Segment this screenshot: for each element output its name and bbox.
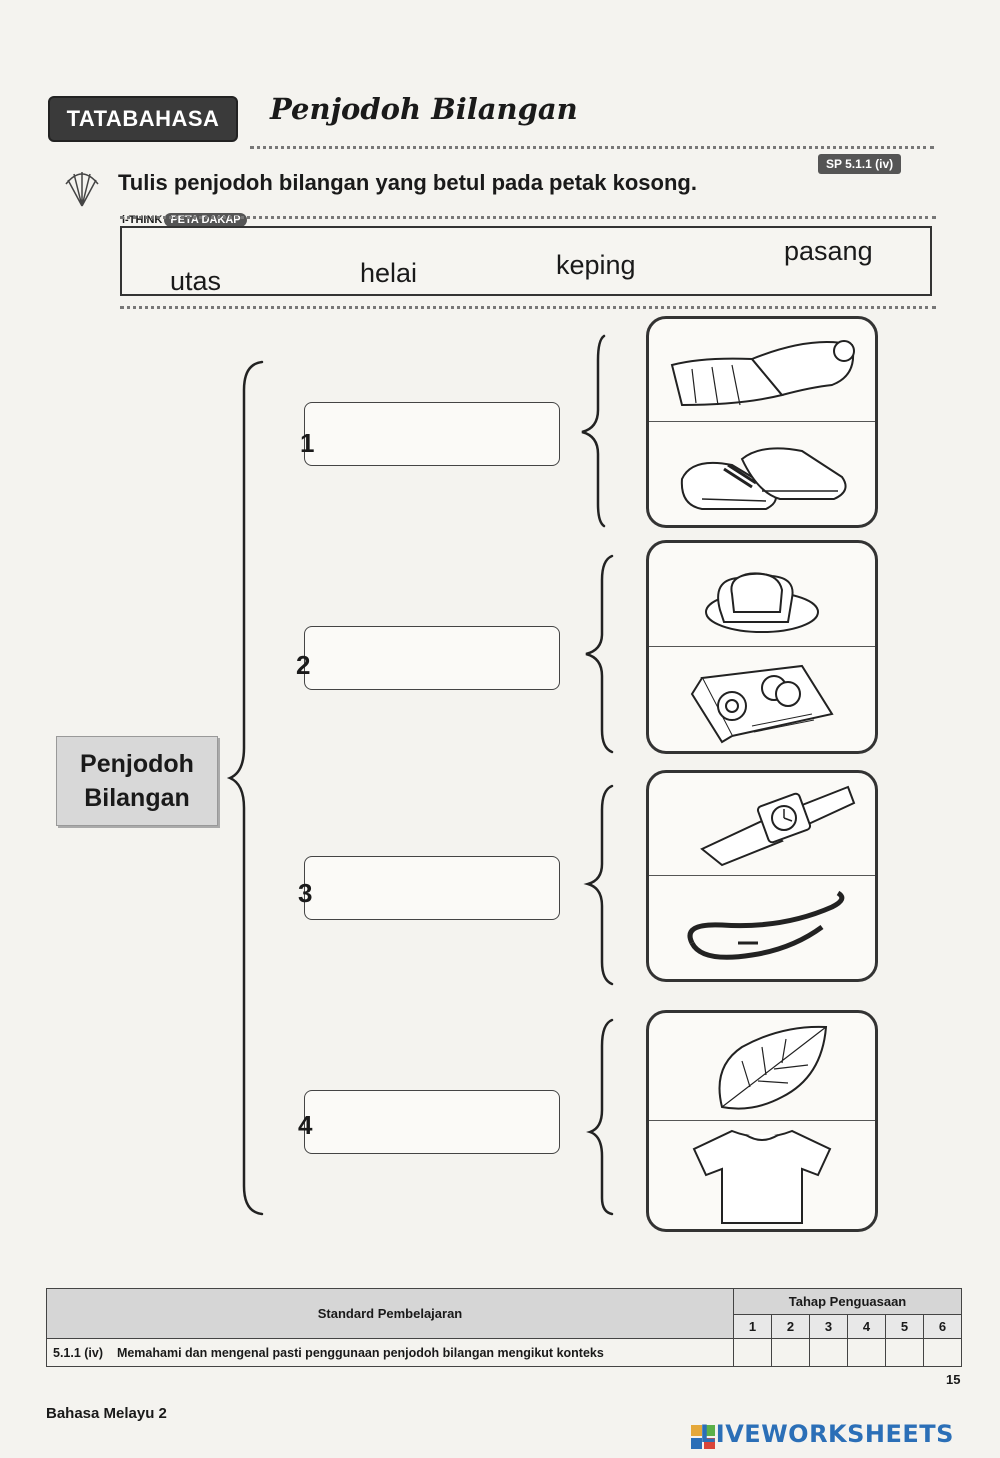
picture-card-3 bbox=[646, 770, 878, 982]
concept-line-2: Bilangan bbox=[84, 784, 190, 812]
question-number-1: 1 bbox=[300, 428, 315, 458]
standards-header-right: Tahap Penguasaan bbox=[734, 1289, 962, 1315]
main-brace bbox=[230, 362, 262, 1214]
picture-card-1 bbox=[646, 316, 878, 528]
concept-line-1: Penjodoh bbox=[80, 750, 194, 778]
bread-slices-icon bbox=[662, 550, 862, 640]
page-title: Penjodoh Bilangan bbox=[270, 92, 578, 126]
level-cell: 1 bbox=[734, 1315, 772, 1339]
level-checkbox[interactable] bbox=[923, 1339, 961, 1367]
level-checkbox[interactable] bbox=[734, 1339, 772, 1367]
section-badge: TATABAHASA bbox=[48, 96, 238, 142]
standards-table bbox=[46, 1288, 962, 1367]
question-number-2: 2 bbox=[296, 650, 311, 680]
question-number-4: 4 bbox=[298, 1110, 313, 1140]
level-cell: 3 bbox=[809, 1315, 847, 1339]
word-bank-item: helai bbox=[360, 258, 418, 288]
level-checkbox[interactable] bbox=[847, 1339, 885, 1367]
group-brace-2 bbox=[586, 556, 612, 752]
ithink-text: i-THINK bbox=[122, 214, 163, 226]
answer-box-4[interactable] bbox=[304, 1090, 560, 1154]
book-title: Bahasa Melayu 2 bbox=[46, 1405, 167, 1422]
word-bank-item: pasang bbox=[784, 236, 873, 266]
group-brace-3 bbox=[588, 786, 612, 984]
standards-row-code: 5.1.1 (iv) bbox=[53, 1345, 104, 1360]
picture-card-2 bbox=[646, 540, 878, 754]
group-brace-1 bbox=[582, 336, 604, 526]
instruction-text: Tulis penjodoh bilangan yang betul pada petak kosong. bbox=[118, 170, 697, 195]
tshirt-icon bbox=[662, 1123, 862, 1227]
level-cell: 5 bbox=[885, 1315, 923, 1339]
leaf-icon bbox=[662, 1017, 862, 1117]
level-cell: 6 bbox=[923, 1315, 961, 1339]
question-number-3: 3 bbox=[298, 878, 313, 908]
standards-row-text bbox=[47, 1339, 734, 1367]
page-number: 15 bbox=[946, 1372, 961, 1387]
word-bank-item: utas bbox=[170, 266, 222, 296]
level-cell: 2 bbox=[771, 1315, 809, 1339]
scarf-icon bbox=[662, 325, 862, 415]
standards-header-left: Standard Pembelajaran bbox=[47, 1289, 734, 1339]
biscuit-pack-icon bbox=[662, 654, 862, 744]
level-checkbox[interactable] bbox=[809, 1339, 847, 1367]
ithink-map-type: PETA DAKAP bbox=[164, 213, 246, 227]
level-checkbox[interactable] bbox=[885, 1339, 923, 1367]
level-checkbox[interactable] bbox=[771, 1339, 809, 1367]
rope-icon bbox=[662, 883, 862, 973]
standards-row-description: Memahami dan mengenal pasti penggunaan penjodoh bilangan mengikut konteks bbox=[116, 1345, 604, 1360]
answer-box-3[interactable] bbox=[304, 856, 560, 920]
answer-box-1[interactable] bbox=[304, 402, 560, 466]
answer-box-2[interactable] bbox=[304, 626, 560, 690]
word-bank-item: keping bbox=[556, 250, 636, 280]
picture-card-4 bbox=[646, 1010, 878, 1232]
level-cell: 4 bbox=[847, 1315, 885, 1339]
shoes-icon bbox=[662, 429, 862, 519]
watch-icon bbox=[662, 779, 862, 869]
standard-code-badge: SP 5.1.1 (iv) bbox=[818, 154, 901, 174]
brand-watermark: LIVEWORKSHEETS bbox=[700, 1420, 954, 1448]
group-brace-4 bbox=[590, 1020, 612, 1214]
